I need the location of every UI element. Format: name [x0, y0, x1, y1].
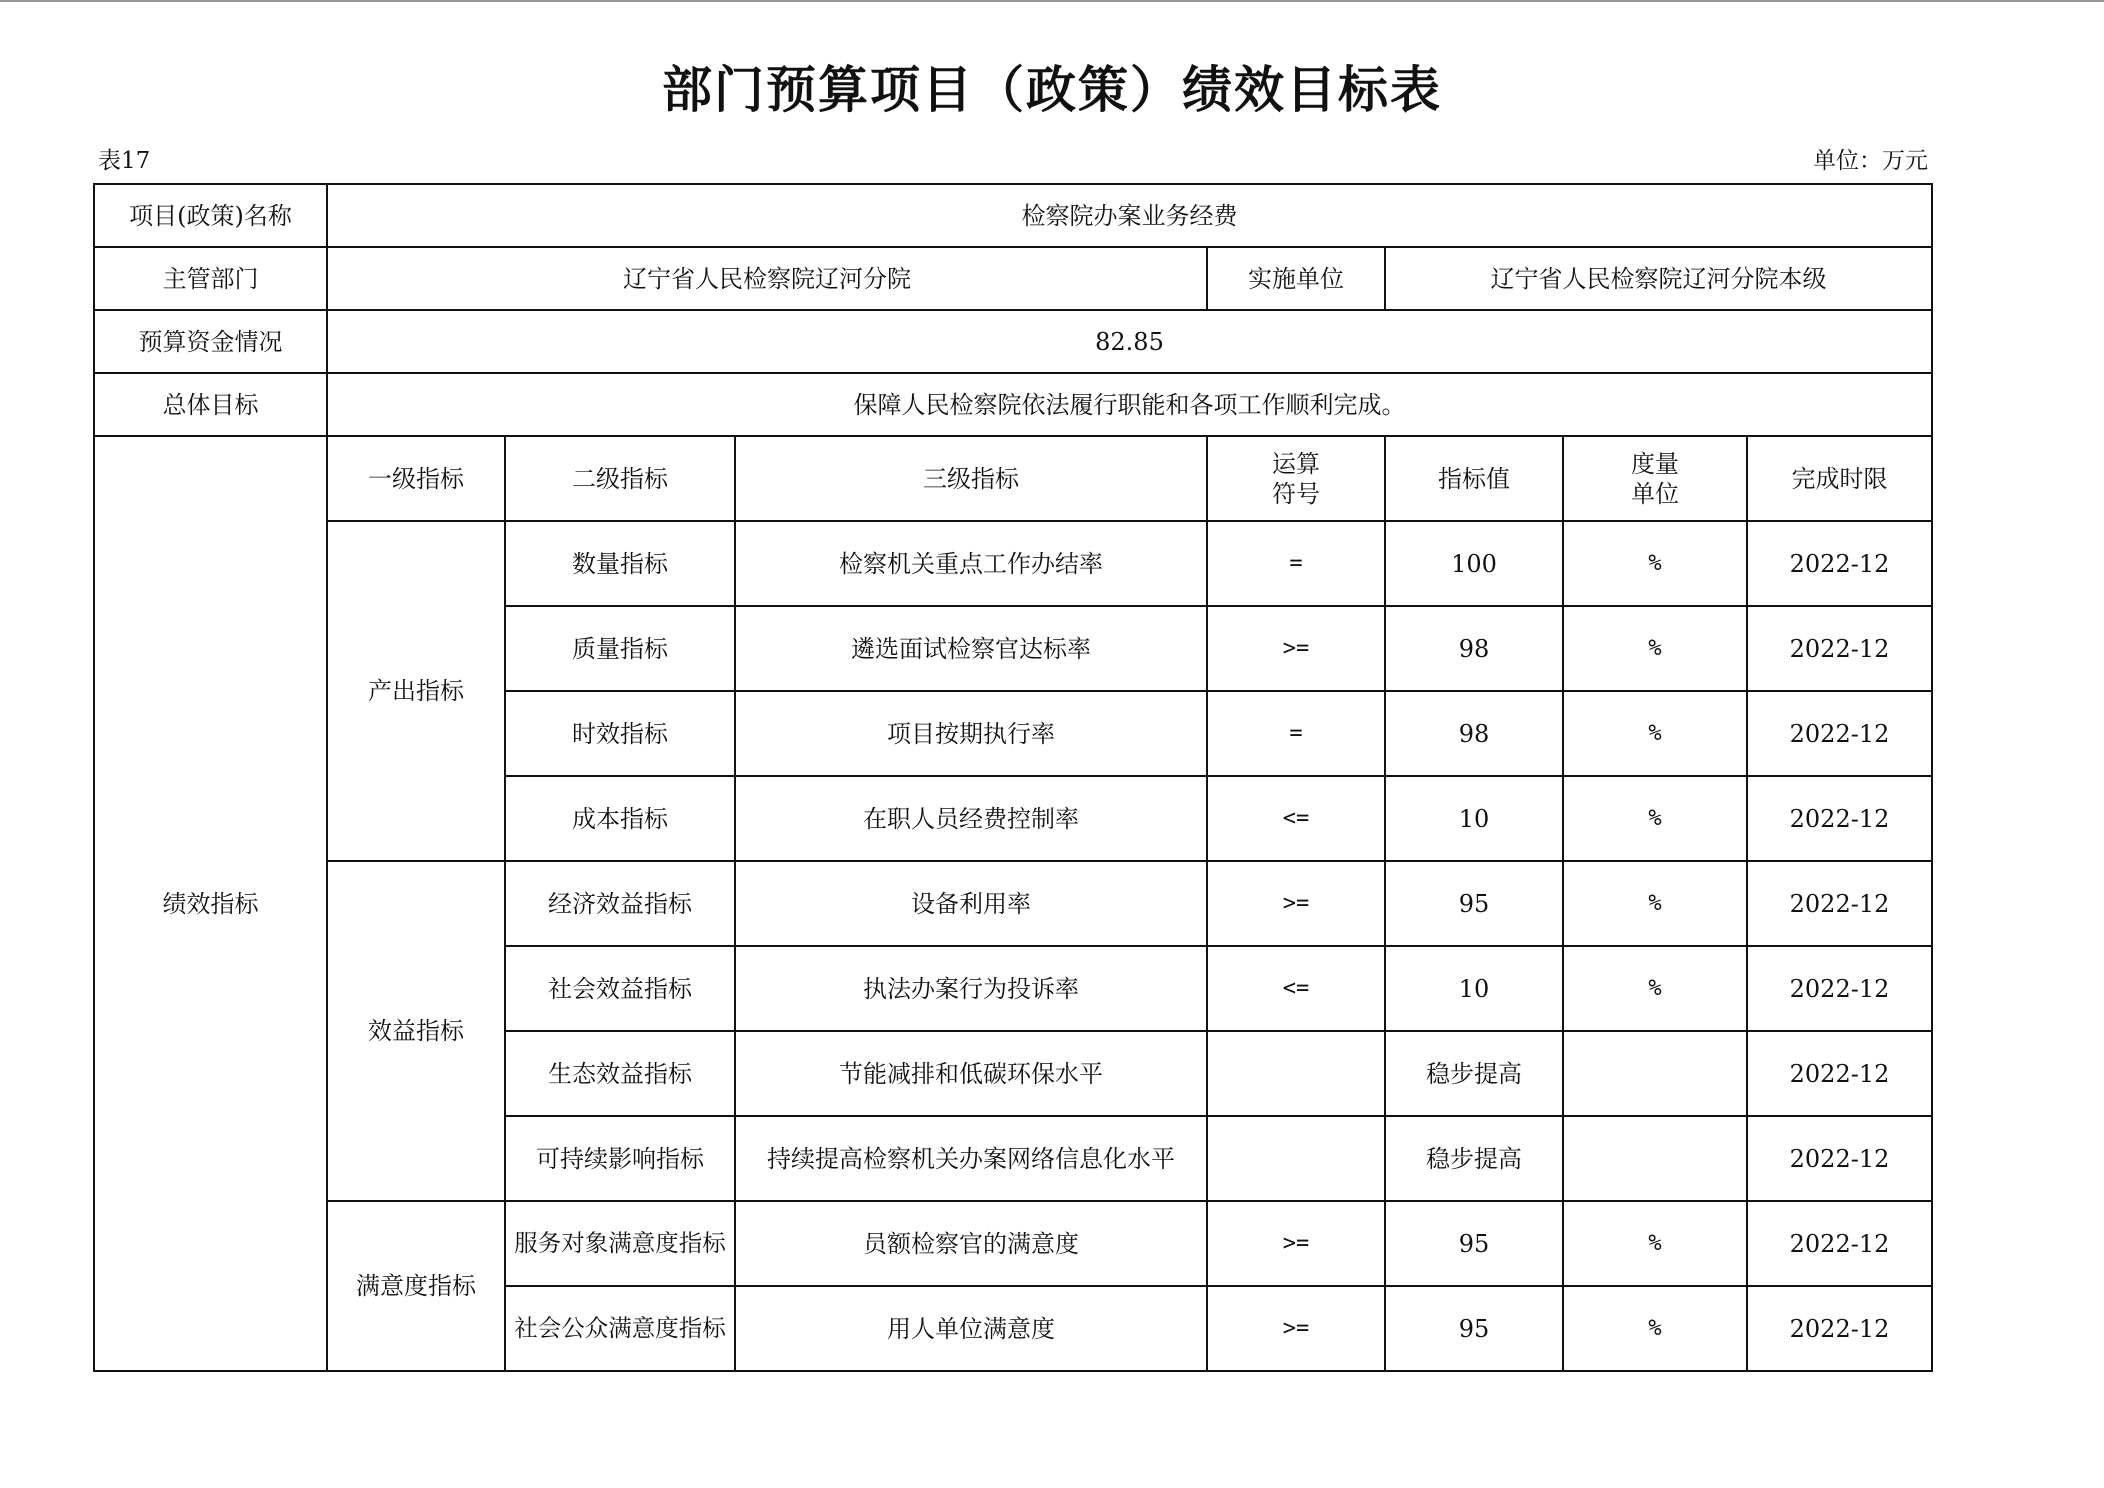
measure-unit: % — [1563, 691, 1747, 776]
header-target-value: 指标值 — [1385, 436, 1563, 521]
project-name-label: 项目(政策)名称 — [94, 184, 327, 247]
deadline: 2022-12 — [1747, 521, 1932, 606]
target-value: 95 — [1385, 1201, 1563, 1286]
measure-unit — [1563, 1116, 1747, 1201]
target-value: 稳步提高 — [1385, 1116, 1563, 1201]
deadline: 2022-12 — [1747, 1201, 1932, 1286]
target-value: 10 — [1385, 946, 1563, 1031]
operator-symbol: = — [1207, 521, 1385, 606]
level2-indicator: 成本指标 — [505, 776, 735, 861]
level3-indicator: 在职人员经费控制率 — [735, 776, 1207, 861]
level2-indicator: 时效指标 — [505, 691, 735, 776]
level3-indicator: 节能减排和低碳环保水平 — [735, 1031, 1207, 1116]
operator-symbol: = — [1207, 691, 1385, 776]
operator-symbol: <= — [1207, 776, 1385, 861]
measure-unit: % — [1563, 606, 1747, 691]
target-value: 稳步提高 — [1385, 1031, 1563, 1116]
measure-unit: % — [1563, 946, 1747, 1031]
deadline: 2022-12 — [1747, 691, 1932, 776]
level2-indicator: 社会效益指标 — [505, 946, 735, 1031]
performance-target-table — [93, 183, 1933, 1372]
header-level2: 二级指标 — [505, 436, 735, 521]
deadline: 2022-12 — [1747, 1116, 1932, 1201]
operator-symbol: >= — [1207, 606, 1385, 691]
table-row — [94, 521, 1932, 606]
level1-indicator: 满意度指标 — [327, 1201, 505, 1371]
level2-indicator: 数量指标 — [505, 521, 735, 606]
unit-label: 单位：万元 — [1813, 148, 1928, 174]
measure-unit — [1563, 1031, 1747, 1116]
target-value: 95 — [1385, 861, 1563, 946]
measure-unit: % — [1563, 521, 1747, 606]
level3-indicator: 执法办案行为投诉率 — [735, 946, 1207, 1031]
managing-dept-value: 辽宁省人民检察院辽河分院 — [327, 247, 1207, 310]
performance-indicators-label: 绩效指标 — [94, 436, 327, 1371]
managing-dept-label: 主管部门 — [94, 247, 327, 310]
operator-symbol: >= — [1207, 861, 1385, 946]
operator-symbol — [1207, 1116, 1385, 1201]
page-title: 部门预算项目（政策）绩效目标表 — [662, 61, 1442, 119]
overall-goal-value: 保障人民检察院依法履行职能和各项工作顺利完成。 — [327, 373, 1932, 436]
deadline: 2022-12 — [1747, 776, 1932, 861]
budget-label: 预算资金情况 — [94, 310, 327, 373]
table-row — [94, 861, 1932, 946]
deadline: 2022-12 — [1747, 1286, 1932, 1371]
level3-indicator: 检察机关重点工作办结率 — [735, 521, 1207, 606]
target-value: 95 — [1385, 1286, 1563, 1371]
project-name-value: 检察院办案业务经费 — [327, 184, 1932, 247]
implementing-unit-value: 辽宁省人民检察院辽河分院本级 — [1385, 247, 1932, 310]
level3-indicator: 用人单位满意度 — [735, 1286, 1207, 1371]
operator-symbol — [1207, 1031, 1385, 1116]
measure-unit: % — [1563, 776, 1747, 861]
level2-indicator: 服务对象满意度指标 — [505, 1201, 735, 1286]
deadline: 2022-12 — [1747, 1031, 1932, 1116]
level2-indicator: 生态效益指标 — [505, 1031, 735, 1116]
header-operator: 运算 符号 — [1207, 436, 1385, 521]
budget-value: 82.85 — [327, 310, 1932, 373]
deadline: 2022-12 — [1747, 606, 1932, 691]
target-value: 10 — [1385, 776, 1563, 861]
level2-indicator: 可持续影响指标 — [505, 1116, 735, 1201]
header-level1: 一级指标 — [327, 436, 505, 521]
level3-indicator: 员额检察官的满意度 — [735, 1201, 1207, 1286]
operator-symbol: >= — [1207, 1286, 1385, 1371]
target-value: 98 — [1385, 606, 1563, 691]
level3-indicator: 持续提高检察机关办案网络信息化水平 — [735, 1116, 1207, 1201]
header-unit: 度量 单位 — [1563, 436, 1747, 521]
level3-indicator: 遴选面试检察官达标率 — [735, 606, 1207, 691]
target-value: 100 — [1385, 521, 1563, 606]
table-number: 表17 — [98, 148, 151, 174]
level2-indicator: 质量指标 — [505, 606, 735, 691]
measure-unit: % — [1563, 861, 1747, 946]
operator-symbol: >= — [1207, 1201, 1385, 1286]
level3-indicator: 项目按期执行率 — [735, 691, 1207, 776]
level1-indicator: 效益指标 — [327, 861, 505, 1201]
operator-symbol: <= — [1207, 946, 1385, 1031]
measure-unit: % — [1563, 1201, 1747, 1286]
measure-unit: % — [1563, 1286, 1747, 1371]
header-level3: 三级指标 — [735, 436, 1207, 521]
level2-indicator: 社会公众满意度指标 — [505, 1286, 735, 1371]
target-value: 98 — [1385, 691, 1563, 776]
header-deadline: 完成时限 — [1747, 436, 1932, 521]
level1-indicator: 产出指标 — [327, 521, 505, 861]
overall-goal-label: 总体目标 — [94, 373, 327, 436]
level2-indicator: 经济效益指标 — [505, 861, 735, 946]
table-row — [94, 1201, 1932, 1286]
deadline: 2022-12 — [1747, 861, 1932, 946]
top-rule — [0, 0, 2104, 2]
implementing-unit-label: 实施单位 — [1207, 247, 1385, 310]
deadline: 2022-12 — [1747, 946, 1932, 1031]
level3-indicator: 设备利用率 — [735, 861, 1207, 946]
